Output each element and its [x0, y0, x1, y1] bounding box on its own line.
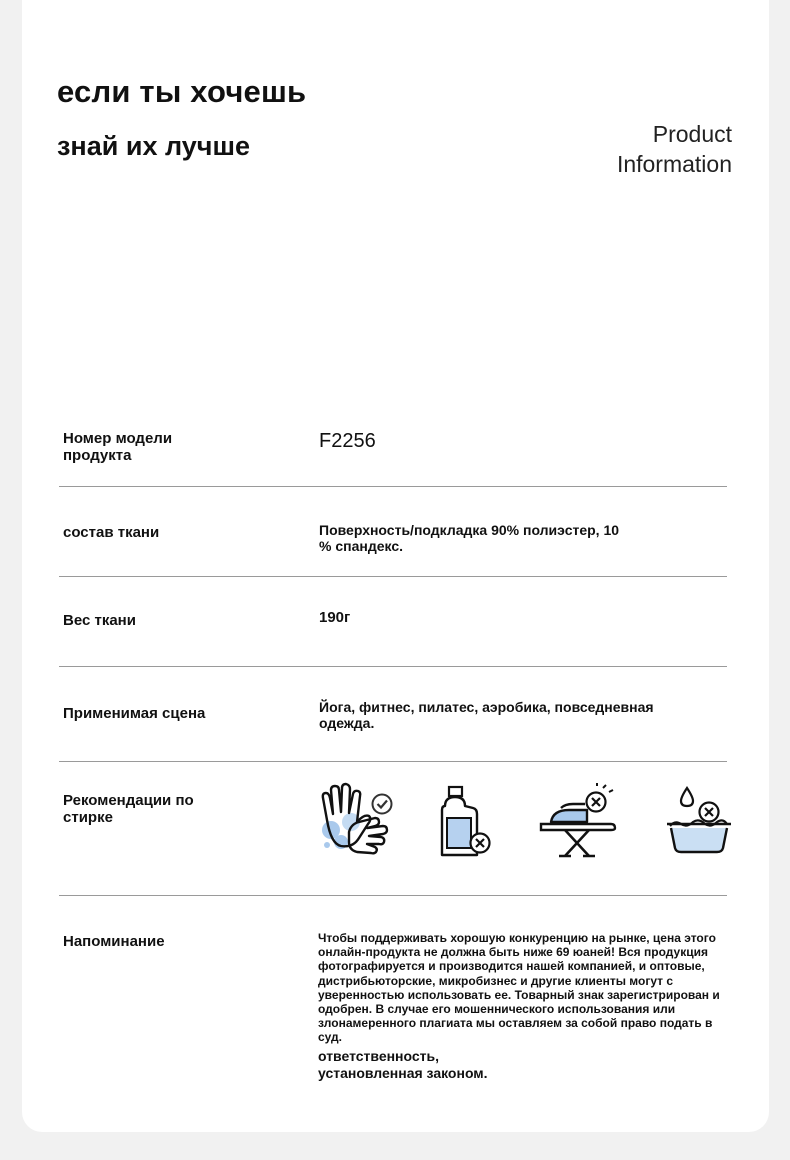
model-label — [63, 430, 172, 464]
scene-value — [319, 699, 654, 731]
spec-row-reminder — [59, 896, 727, 1096]
spec-row-washing — [59, 762, 727, 896]
headline-line-1: если ты хочешь — [57, 74, 307, 109]
model-label-line-1: Номер модели — [63, 430, 173, 447]
weight-label: Вес ткани — [63, 612, 136, 629]
weight-value: 190г — [319, 609, 351, 626]
reminder-text — [318, 931, 756, 1045]
product-information-line-2: Information — [616, 151, 732, 177]
washing-label — [63, 792, 194, 826]
wash-basin-no-water-icon — [665, 784, 735, 856]
model-label-line-2: продукта — [63, 447, 132, 464]
reminder-label: Напоминание — [63, 933, 165, 950]
reminder-text-line: злонамеренного плагиата мы оставляем за собой право подать в — [318, 1016, 713, 1031]
headline-line-2: знай их лучше — [57, 131, 250, 161]
hand-wash-icon — [317, 782, 397, 857]
scene-value-line-2: одежда. — [319, 715, 375, 731]
fabric-label: состав ткани — [63, 524, 160, 541]
reminder-text-line: фотографируется и производится нашей компанией, и оптовые, — [318, 959, 705, 974]
reminder-text-line: суд. — [318, 1030, 342, 1045]
spec-row-scene — [59, 667, 727, 762]
reminder-text-line: дистрибьюторские, микробизнес и другие клиенты могут с — [318, 973, 674, 988]
reminder-closing — [318, 1048, 488, 1082]
fabric-value-line-2: % спандекс. — [319, 538, 403, 554]
no-iron-icon — [539, 782, 624, 860]
model-value: F2256 — [319, 430, 376, 452]
fabric-value-line-1: Поверхность/подкладка 90% полиэстер, 10 — [319, 522, 620, 538]
spec-row-model — [59, 410, 727, 487]
scene-value-line-1: Йога, фитнес, пилатес, аэробика, повседневная — [319, 699, 654, 715]
reminder-closing-line-2: установленная законом. — [318, 1065, 488, 1081]
scene-label: Применимая сцена — [63, 705, 206, 722]
washing-label-line-2: стирке — [63, 809, 113, 826]
no-bleach-icon — [437, 784, 497, 859]
reminder-closing-line-1: ответственность, — [318, 1048, 440, 1064]
washing-label-line-1: Рекомендации по — [63, 792, 194, 809]
product-information-heading — [617, 119, 732, 179]
reminder-text-line: онлайн-продукта не должна быть ниже 69 юаней! Вся продукция — [318, 945, 708, 960]
spec-row-weight — [59, 577, 727, 667]
reminder-text-line: одобрен. В случае его мошеннического использования или — [318, 1002, 676, 1017]
product-information-line-1: Product — [652, 121, 732, 147]
fabric-value — [319, 522, 619, 554]
spec-row-fabric — [59, 487, 727, 577]
reminder-text-line: уверенностью использовать ее. Товарный знак зарегистрирован и — [318, 987, 720, 1002]
reminder-text-line: Чтобы поддерживать хорошую конкуренцию на рынке, цена этого — [318, 931, 716, 945]
